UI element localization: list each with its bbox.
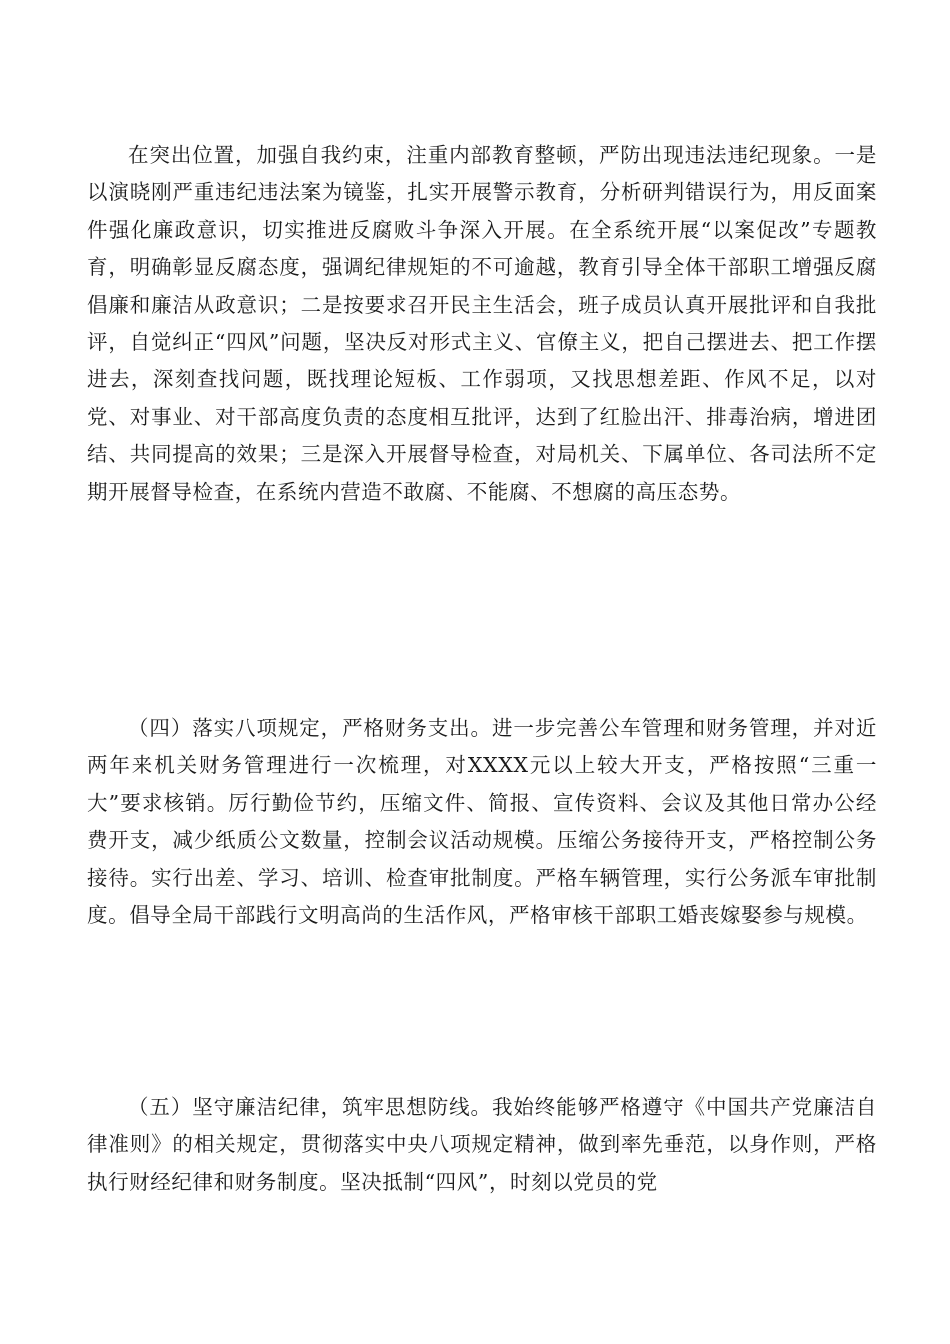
paragraph-self-discipline: 在突出位置，加强自我约束，注重内部教育整顿，严防出现违法违纪现象。一是以演晓刚严重违纪违法案为镜鉴，扎实开展警示教育，分析研判错误行为，用反面案件强化廉政意识，切实推进反腐败斗争深入开展。在全系统开展“以案促改”专题教育，明确彰显反腐态度，强调纪律规矩的不可逾越，教育引导全体干部职工增强反腐倡廉和廉洁从政意识；二是按要求召开民主生活会，班子成员认真开展批评和自我批评，自觉纠正“四风”问题，坚决反对形式主义、官僚主义，把自己摆进去、把工作摆进去，深刻查找问题，既找理论短板、工作弱项，又找思想差距、作风不足，以对党、对事业、对干部高度负责的态度相互批评，达到了红脸出汗、排毒治病，增进团结、共同提高的效果；三是深入开展督导检查，对局机关、下属单位、各司法所不定期开展督导检查，在系统内营造不敢腐、不能腐、不想腐的高压态势。	[87, 143, 877, 504]
paragraph-integrity-discipline: （五）坚守廉洁纪律，筑牢思想防线。我始终能够严格遵守《中国共产党廉洁自律准则》的相关规定，贯彻落实中央八项规定精神，做到率先垂范，以身作则，严格执行财经纪律和财务制度。坚决抵制“四风”，时刻以党员的党	[87, 1095, 877, 1194]
paragraph-eight-regulations: （四）落实八项规定，严格财务支出。进一步完善公车管理和财务管理，并对近两年来机关财务管理进行一次梳理，对XXXX元以上较大开支，严格按照“三重一大”要求核销。厉行勤俭节约，压缩文件、简报、宣传资料、会议及其他日常办公经费开支，减少纸质公文数量，控制会议活动规模。压缩公务接待开支，严格控制公务接待。实行出差、学习、培训、检查审批制度。严格车辆管理，实行公务派车审批制度。倡导全局干部践行文明高尚的生活作风，严格审核干部职工婚丧嫁娶参与规模。	[87, 716, 877, 928]
